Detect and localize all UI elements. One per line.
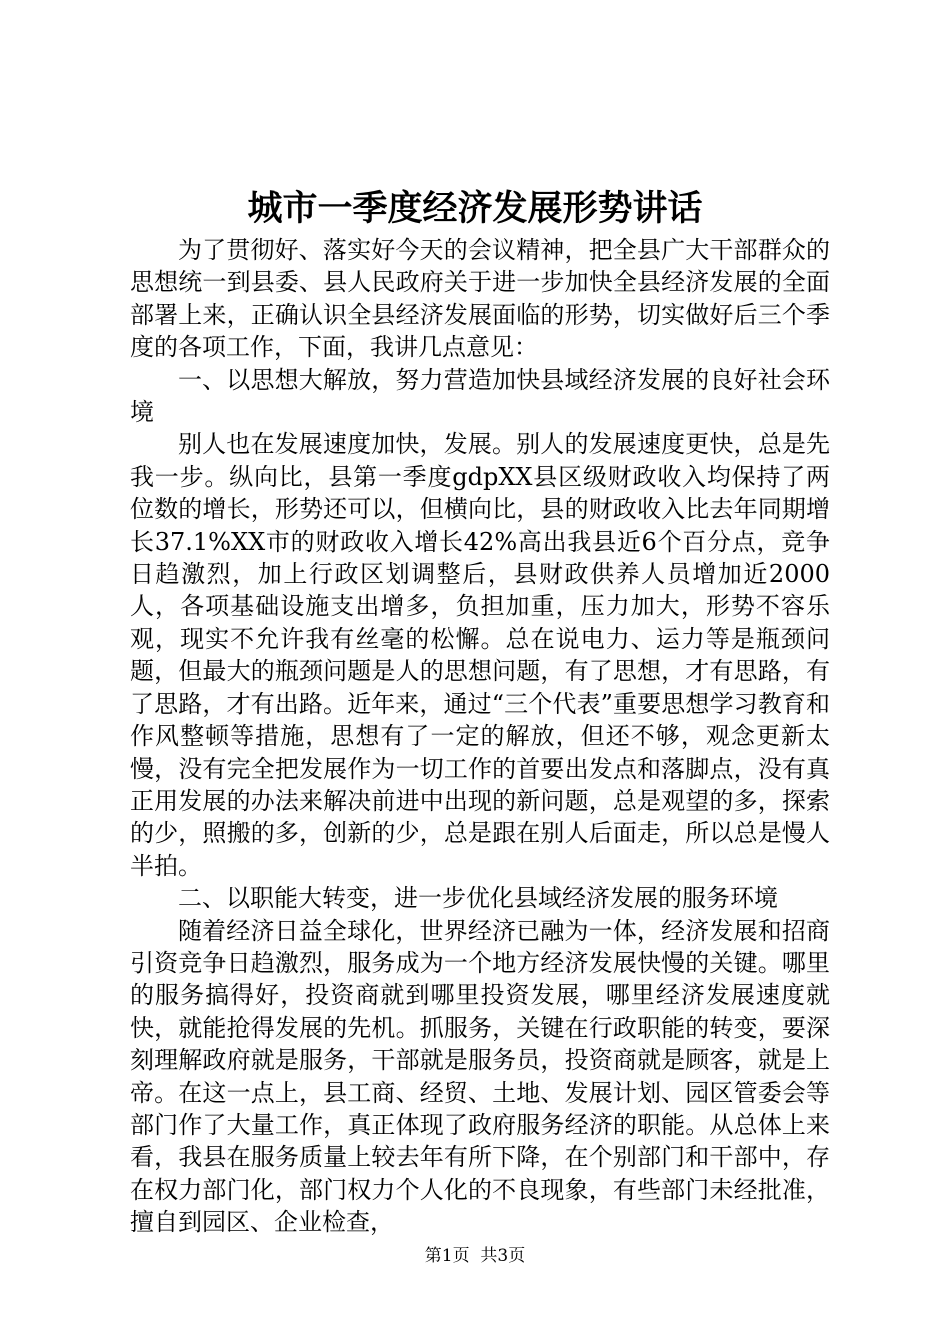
paragraph-section-1: 别人也在发展速度加快，发展。别人的发展速度更快，总是先我一步。纵向比，县第一季度gdpXX县区级财政收入均保持了两位数的增长，形势还可以，但横向比，县的财政收入比去年同期增长37.1%XX市的财政收入增长42%高出我县近6个百分点，竞争日趋激烈，加上行政区划调整后，县财政供养人员增加近2000人，各项基础设施支出增多，负担加重，压力加大，形势不容乐观，现实不允许我有丝毫的松懈。总在说电力、运力等是瓶颈问题，但最大的瓶颈问题是人的思想问题，有了思想，才有思路，有了思路，才有出路。近年来，通过“三个代表”重要思想学习教育和作风整顿等措施，思想有了一定的解放，但还不够，观念更新太慢，没有完全把发展作为一切工作的首要出发点和落脚点，没有真正用发展的办法来解决前进中出现的新问题，总是观望的多，探索的少，照搬的多，创新的少，总是跟在别人后面走，所以总是慢人半拍。 bbox=[130, 430, 830, 880]
section-heading-2: 二、以职能大转变，进一步优化县域经济发展的服务环境 bbox=[178, 884, 778, 913]
document-body bbox=[130, 234, 830, 1239]
page-number-footer: 第1页 共3页 bbox=[424, 1246, 526, 1266]
document-title: 城市一季度经济发展形势讲话 bbox=[247, 188, 703, 229]
paragraph-intro: 为了贯彻好、落实好今天的会议精神，把全县广大干部群众的思想统一到县委、县人民政府关于进一步加快全县经济发展的全面部署上来，正确认识全县经济发展面临的形势，切实做好后三个季度的各项工作，下面，我讲几点意见： bbox=[130, 236, 830, 362]
paragraph-section-2: 随着经济日益全球化，世界经济已融为一体，经济发展和招商引资竞争日趋激烈，服务成为一个地方经济发展快慢的关键。哪里的服务搞得好，投资商就到哪里投资发展，哪里经济发展速度就快，就能抢得发展的先机。抓服务，关键在行政职能的转变，要深刻理解政府就是服务，干部就是服务员，投资商就是顾客，就是上帝。在这一点上，县工商、经贸、土地、发展计划、园区管委会等部门作了大量工作，真正体现了政府服务经济的职能。从总体上来看，我县在服务质量上较去年有所下降，在个别部门和干部中，存在权力部门化，部门权力个人化的不良现象，有些部门未经批准，擅自到园区、企业检查， bbox=[130, 916, 830, 1237]
section-heading-1: 一、以思想大解放，努力营造加快县域经济发展的良好社会环境 bbox=[130, 365, 830, 427]
